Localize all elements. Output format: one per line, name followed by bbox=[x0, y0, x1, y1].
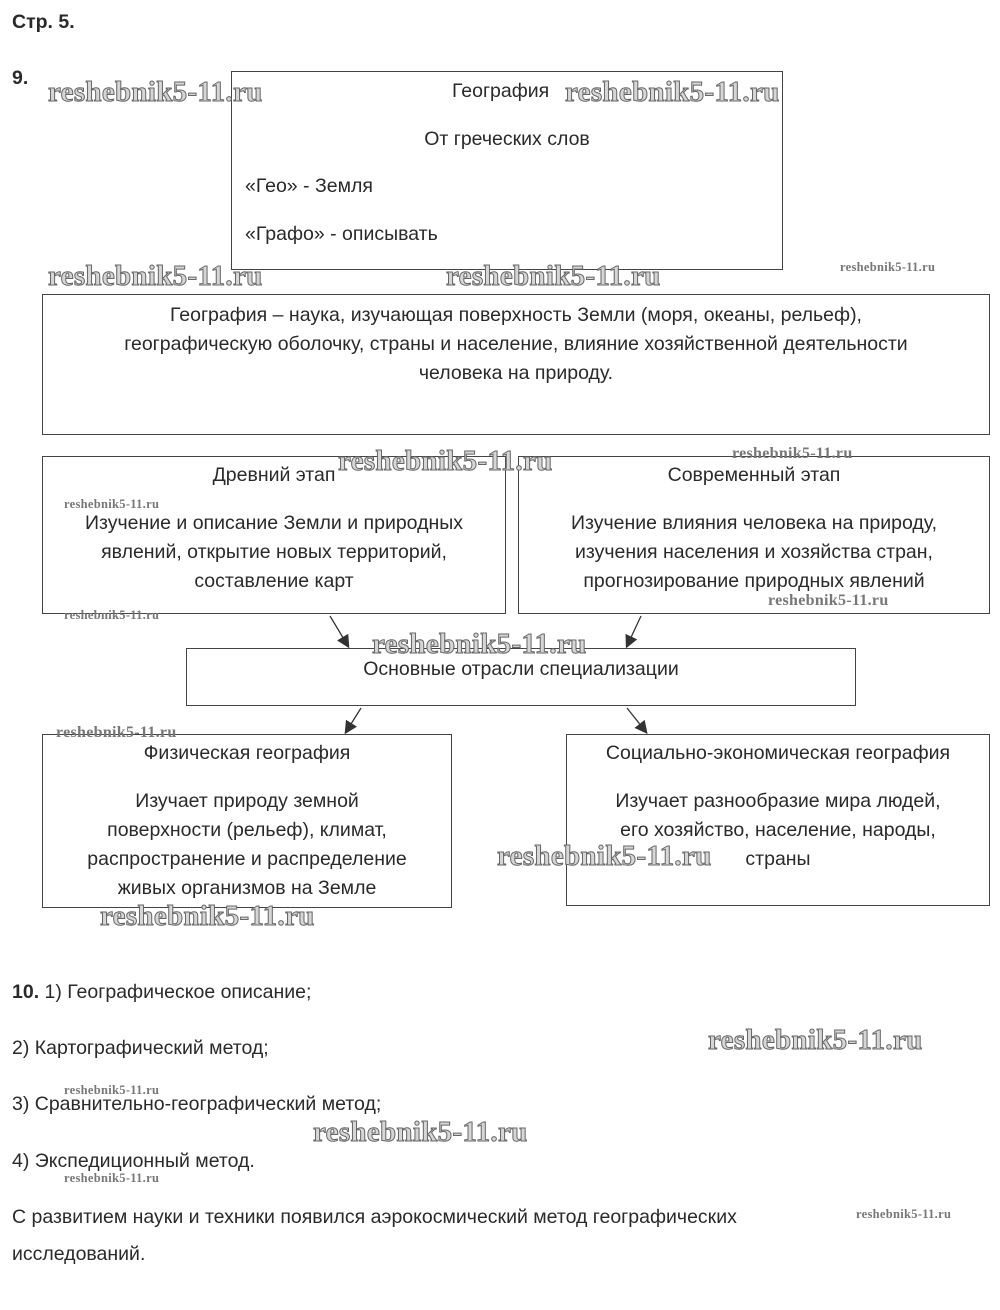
modern-stage-line: прогнозирование природных явлений bbox=[583, 570, 925, 592]
task10-conclusion-line: С развитием науки и техники появился аэрокосмический метод географических bbox=[12, 1206, 737, 1228]
arrow-ancient-to-branches bbox=[330, 616, 348, 646]
physical-geography-line: живых организмов на Земле bbox=[117, 877, 377, 899]
page-header: Стр. 5. bbox=[12, 11, 75, 33]
watermark: reshebnik5-11.ru bbox=[732, 445, 853, 462]
social-geography-line: страны bbox=[745, 848, 811, 870]
ancient-stage-line: Изучение и описание Земли и природных bbox=[84, 512, 464, 534]
watermark: reshebnik5-11.ru bbox=[840, 260, 936, 274]
watermark: reshebnik5-11.ru bbox=[48, 260, 263, 292]
definition-line: человека на природу. bbox=[418, 362, 614, 384]
modern-stage-line: изучения населения и хозяйства стран, bbox=[575, 541, 933, 563]
social-geography-line: Изучает разнообразие мира людей, bbox=[615, 790, 941, 812]
task10-item: 2) Картографический метод; bbox=[12, 1037, 269, 1059]
watermark: reshebnik5-11.ru bbox=[64, 497, 160, 511]
etymology-grafo: «Графо» - описывать bbox=[245, 223, 438, 245]
ancient-stage-line: составление карт bbox=[194, 570, 354, 592]
watermark: reshebnik5-11.ru bbox=[64, 608, 160, 622]
social-geography-line: его хозяйство, население, народы, bbox=[620, 819, 936, 841]
modern-stage-line: Изучение влияния человека на природу, bbox=[571, 512, 937, 534]
arrow-branches-to-physical bbox=[346, 708, 361, 732]
social-geography-title: Социально-экономическая география bbox=[605, 742, 951, 764]
ancient-stage-line: явлений, открытие новых территорий, bbox=[101, 541, 447, 563]
watermark: reshebnik5-11.ru bbox=[48, 76, 263, 108]
task10-conclusion-line: исследований. bbox=[12, 1243, 146, 1265]
task10-item: 4) Экспедиционный метод. bbox=[12, 1150, 255, 1172]
etymology-geo: «Гео» - Земля bbox=[245, 175, 373, 197]
watermark: reshebnik5-11.ru bbox=[64, 1083, 160, 1097]
arrow-modern-to-branches bbox=[627, 616, 641, 646]
definition-line: География – наука, изучающая поверхность Земли (моря, океаны, рельеф), bbox=[170, 304, 862, 326]
watermark: reshebnik5-11.ru bbox=[856, 1207, 952, 1221]
task9-number: 9. bbox=[12, 67, 29, 89]
branches-title: Основные отрасли специализации bbox=[363, 658, 679, 680]
watermark: reshebnik5-11.ru bbox=[56, 724, 177, 741]
etymology-subtitle: От греческих слов bbox=[424, 128, 590, 150]
ancient-stage-title: Древний этап bbox=[212, 464, 336, 486]
watermark: reshebnik5-11.ru bbox=[446, 260, 661, 292]
watermark: reshebnik5-11.ru bbox=[768, 592, 889, 609]
watermark: reshebnik5-11.ru bbox=[338, 445, 553, 477]
physical-geography-line: Изучает природу земной bbox=[135, 790, 359, 812]
definition-line: географическую оболочку, страны и население, влияние хозяйственной деятельности bbox=[124, 333, 908, 355]
watermark: reshebnik5-11.ru bbox=[313, 1116, 528, 1148]
modern-stage-title: Современный этап bbox=[667, 464, 841, 486]
physical-geography-line: поверхности (рельеф), климат, bbox=[107, 819, 387, 841]
watermark: reshebnik5-11.ru bbox=[100, 900, 315, 932]
task10-item-1 bbox=[12, 978, 311, 1007]
task10-item: 3) Сравнительно-географический метод; bbox=[12, 1093, 382, 1115]
watermark: reshebnik5-11.ru bbox=[497, 840, 712, 872]
watermark: reshebnik5-11.ru bbox=[708, 1024, 923, 1056]
physical-geography-line: распространение и распределение bbox=[87, 848, 407, 870]
watermark: reshebnik5-11.ru bbox=[64, 1171, 160, 1185]
task10-item: 1) Географическое описание; bbox=[44, 981, 312, 1003]
etymology-title: География bbox=[452, 80, 550, 102]
task10-number: 10. bbox=[12, 981, 40, 1003]
watermark: reshebnik5-11.ru bbox=[565, 76, 780, 108]
arrow-branches-to-social bbox=[627, 708, 646, 732]
watermark: reshebnik5-11.ru bbox=[372, 628, 587, 660]
physical-geography-title: Физическая география bbox=[143, 742, 351, 764]
